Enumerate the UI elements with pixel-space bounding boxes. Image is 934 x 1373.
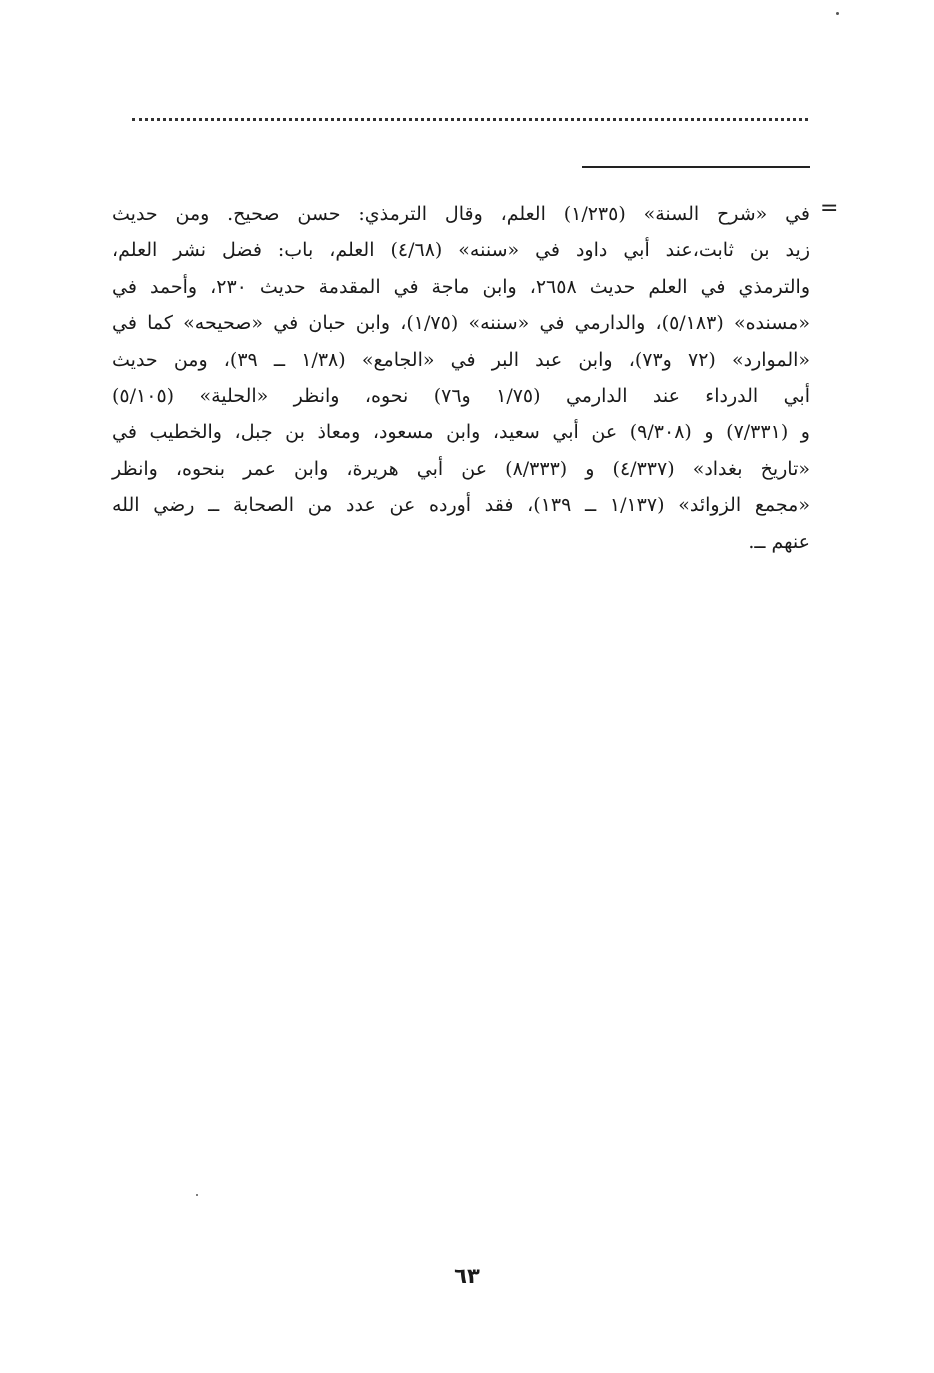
page-number: ٦٣: [454, 1264, 480, 1288]
dotted-divider: [132, 118, 808, 121]
footnote-line: و (٧/٣٣١) و (٩/٣٠٨) عن أبي سعيد، وابن مسعود، ومعاذ بن جبل، والخطيب في: [112, 421, 810, 444]
scan-speck: [836, 12, 839, 15]
footnote-separator-line: [582, 166, 810, 168]
footnote-line: والترمذي في العلم حديث ٢٦٥٨، وابن ماجة في المقدمة حديث ٢٣٠، وأحمد في: [112, 275, 810, 298]
footnote-text: [112, 196, 810, 560]
footnote-line: عنهم ــ.: [748, 530, 810, 553]
footnote-line: زيد بن ثابت،عند أبي داود في «سننه» (٤/٦٨) العلم، باب: فضل نشر العلم،: [112, 239, 810, 262]
footnote-line: أبي الدرداء عند الدارمي (١/٧٥ و٧٦) نحوه، وانظر «الحلية» (٥/١٠٥): [112, 385, 810, 408]
footnote-line: «الموارد» (٧٢ و٧٣)، وابن عبد البر في «الجامع» (١/٣٨ ــ ٣٩)، ومن حديث: [112, 348, 811, 371]
footnote-line: «مسنده» (٥/١٨٣)، والدارمي في «سننه» (١/٧٥)، وابن حبان في «صحيحه» كما في: [112, 312, 810, 335]
footnote-line: «تاريخ بغداد» (٤/٣٣٧) و (٨/٣٣٣) عن أبي هريرة، وابن عمر بنحوه، وانظر: [112, 457, 810, 480]
scan-speck: [196, 1194, 198, 1196]
footnote-continuation-mark: =: [820, 196, 839, 221]
footnote-line: في «شرح السنة» (١/٢٣٥) العلم، وقال الترمذي: حسن صحيح. ومن حديث: [112, 203, 810, 225]
footnote-line: «مجمع الزوائد» (١/١٣٧ ــ ١٣٩)، فقد أورده عن عدد من الصحابة ــ رضي الله: [112, 494, 810, 517]
